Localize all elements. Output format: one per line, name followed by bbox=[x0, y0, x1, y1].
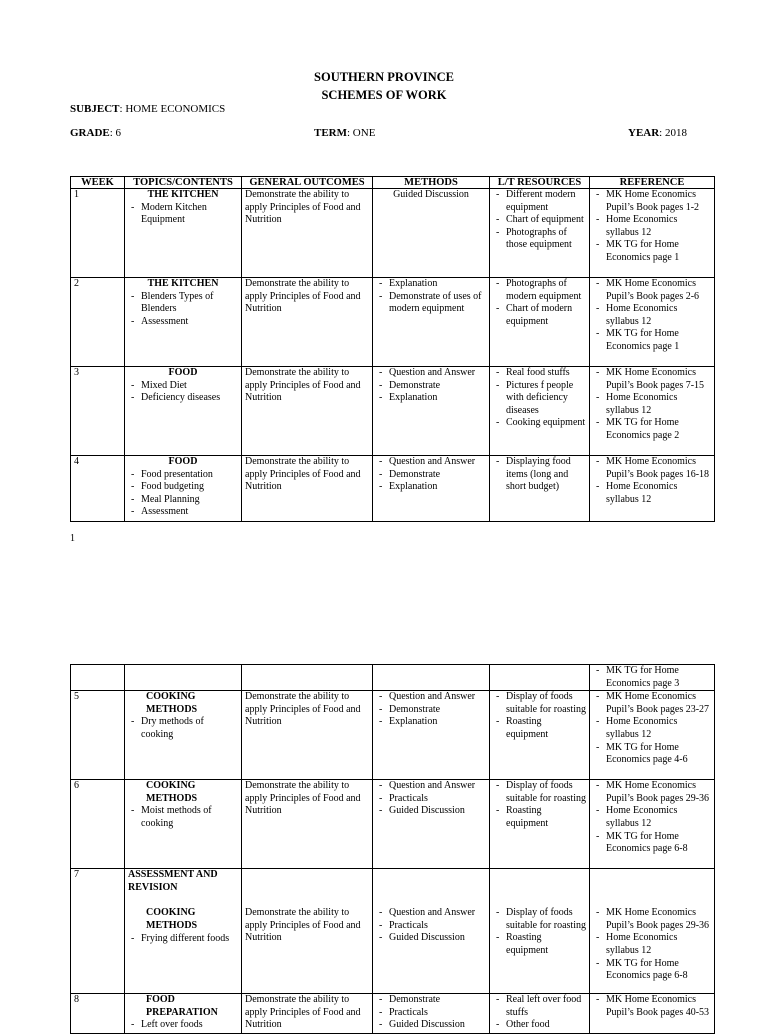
method-item: - Demonstrate bbox=[376, 469, 486, 482]
topic-list bbox=[128, 291, 238, 329]
outcome-cell bbox=[242, 189, 373, 278]
reference-list bbox=[593, 994, 711, 1019]
reference-item: - Home Economics syllabus 12 bbox=[593, 932, 711, 957]
resource-item: - Roasting equipment bbox=[493, 805, 586, 830]
resource-list bbox=[493, 691, 586, 741]
topic-item: - Meal Planning bbox=[128, 494, 238, 507]
method-item: - Explanation bbox=[376, 481, 486, 494]
term-line bbox=[314, 127, 375, 139]
week-row bbox=[71, 456, 715, 522]
method-list bbox=[376, 907, 486, 945]
resource-item: - Display of foods suitable for roasting bbox=[493, 907, 586, 932]
week-row bbox=[71, 278, 715, 367]
topic-heading: COOKING METHODS bbox=[146, 691, 198, 715]
table-header-row bbox=[71, 177, 715, 189]
reference-item: - MK Home Economics Pupil’s Book pages 7-15 bbox=[593, 367, 711, 392]
method-item: - Question and Answer bbox=[376, 456, 486, 469]
topic-cell bbox=[125, 691, 242, 780]
reference-item: - MK TG for Home Economics page 4-6 bbox=[593, 742, 711, 767]
resource-item: - Chart of equipment bbox=[493, 214, 586, 227]
outcome-text: Demonstrate the ability to apply Principles of Food and Nutrition bbox=[245, 907, 361, 944]
resource-list bbox=[493, 456, 586, 494]
method-list bbox=[376, 691, 486, 729]
method-item: - Demonstrate bbox=[376, 994, 486, 1007]
method-item: - Guided Discussion bbox=[376, 805, 486, 818]
page-number: 1 bbox=[70, 533, 75, 544]
outcome-cell bbox=[242, 869, 373, 994]
term-label: TERM bbox=[314, 127, 347, 139]
outcome-text: Demonstrate the ability to apply Principles of Food and Nutrition bbox=[245, 367, 361, 404]
week-cell: 6 bbox=[71, 780, 125, 869]
topic-cell bbox=[125, 665, 242, 691]
reference-cell bbox=[590, 691, 715, 780]
topic-item: - Food budgeting bbox=[128, 481, 238, 494]
resources-cell bbox=[490, 456, 590, 522]
outcome-text: Demonstrate the ability to apply Principles of Food and Nutrition bbox=[245, 278, 361, 315]
topic-heading: FOOD PREPARATION bbox=[146, 994, 218, 1018]
reference-list bbox=[593, 367, 711, 443]
week-row bbox=[71, 367, 715, 456]
method-item: - Question and Answer bbox=[376, 691, 486, 704]
resources-cell bbox=[490, 780, 590, 869]
week-cell: 1 bbox=[71, 189, 125, 278]
method-item: - Question and Answer bbox=[376, 907, 486, 920]
term-value: : ONE bbox=[347, 127, 376, 139]
topic-cell bbox=[125, 189, 242, 278]
outcome-text: Demonstrate the ability to apply Principles of Food and Nutrition bbox=[245, 456, 361, 493]
resource-item: - Different modern equipment bbox=[493, 189, 586, 214]
topic-list bbox=[128, 380, 238, 405]
reference-item: - MK TG for Home Economics page 2 bbox=[593, 417, 711, 442]
outcome-cell bbox=[242, 456, 373, 522]
topic-item: - Modern Kitchen Equipment bbox=[128, 202, 238, 227]
methods-cell bbox=[373, 780, 490, 869]
resource-item: - Display of foods suitable for roasting bbox=[493, 691, 586, 716]
topic-item: - Assessment bbox=[128, 506, 238, 519]
week-cell: 3 bbox=[71, 367, 125, 456]
topic-item: - Assessment bbox=[128, 316, 238, 329]
topic-list bbox=[128, 933, 238, 946]
resource-item: - Real food stuffs bbox=[493, 367, 586, 380]
outcome-text: Demonstrate the ability to apply Principles of Food and Nutrition bbox=[245, 780, 361, 817]
reference-item: - MK Home Economics Pupil’s Book pages 29-36 bbox=[593, 780, 711, 805]
schemes-table-page1 bbox=[70, 176, 715, 522]
topic-item: - Frying different foods bbox=[128, 933, 238, 946]
week-row bbox=[71, 691, 715, 780]
method-list bbox=[376, 278, 486, 316]
resources-cell bbox=[490, 367, 590, 456]
topic-heading: THE KITCHEN bbox=[147, 189, 219, 200]
week-row bbox=[71, 189, 715, 278]
topic-heading: COOKING METHODS bbox=[146, 907, 198, 931]
reference-item: - MK TG for Home Economics page 6-8 bbox=[593, 831, 711, 856]
reference-item: - MK Home Economics Pupil’s Book pages 40-53 bbox=[593, 994, 711, 1019]
outcome-cell bbox=[242, 278, 373, 367]
method-item: - Demonstrate bbox=[376, 380, 486, 393]
resources-cell bbox=[490, 691, 590, 780]
reference-list bbox=[593, 189, 711, 265]
topic-list bbox=[128, 716, 238, 741]
resource-item: - Real left over food stuffs bbox=[493, 994, 586, 1019]
week-cell: 4 bbox=[71, 456, 125, 522]
topic-heading: FOOD bbox=[168, 367, 198, 378]
resource-item: - Chart of modern equipment bbox=[493, 303, 586, 328]
reference-item: - MK TG for Home Economics page 3 bbox=[593, 665, 711, 690]
reference-item: - MK Home Economics Pupil’s Book pages 1-2 bbox=[593, 189, 711, 214]
topic-cell bbox=[125, 780, 242, 869]
method-item: - Practicals bbox=[376, 793, 486, 806]
week-cell: 5 bbox=[71, 691, 125, 780]
methods-cell bbox=[373, 869, 490, 994]
resource-list bbox=[493, 367, 586, 430]
method-item: - Practicals bbox=[376, 1007, 486, 1020]
reference-item: - MK TG for Home Economics page 1 bbox=[593, 239, 711, 264]
topic-item: - Blenders Types of Blenders bbox=[128, 291, 238, 316]
resources-cell bbox=[490, 665, 590, 691]
subject-line bbox=[70, 103, 225, 115]
method-item: - Practicals bbox=[376, 920, 486, 933]
reference-list bbox=[593, 456, 711, 506]
resource-item: - Photographs of those equipment bbox=[493, 227, 586, 252]
reference-item: - MK Home Economics Pupil’s Book pages 2-6 bbox=[593, 278, 711, 303]
col-header-methods: METHODS bbox=[373, 177, 490, 189]
topic-pre-heading: ASSESSMENT AND REVISION bbox=[128, 869, 218, 893]
col-header-outcomes: GENERAL OUTCOMES bbox=[242, 177, 373, 189]
reference-list bbox=[593, 907, 711, 983]
resource-list bbox=[493, 994, 586, 1032]
method-item: - Explanation bbox=[376, 392, 486, 405]
topic-item: - Food presentation bbox=[128, 469, 238, 482]
reference-item: - Home Economics syllabus 12 bbox=[593, 214, 711, 239]
grade-line bbox=[70, 127, 121, 139]
method-item: - Question and Answer bbox=[376, 367, 486, 380]
topic-cell bbox=[125, 456, 242, 522]
method-list bbox=[376, 780, 486, 818]
reference-list bbox=[593, 278, 711, 354]
reference-cell bbox=[590, 665, 715, 691]
reference-cell bbox=[590, 869, 715, 994]
resource-item: - Cooking equipment bbox=[493, 417, 586, 430]
document-title: SOUTHERN PROVINCE bbox=[314, 70, 454, 84]
method-item: - Explanation bbox=[376, 716, 486, 729]
reference-cell bbox=[590, 456, 715, 522]
topic-cell bbox=[125, 994, 242, 1034]
outcome-text: Demonstrate the ability to apply Principles of Food and Nutrition bbox=[245, 994, 361, 1031]
reference-list bbox=[593, 780, 711, 856]
resources-cell bbox=[490, 278, 590, 367]
topic-list bbox=[128, 469, 238, 519]
resource-list bbox=[493, 780, 586, 830]
resource-list bbox=[493, 907, 586, 957]
topic-cell bbox=[125, 367, 242, 456]
resources-cell bbox=[490, 189, 590, 278]
col-header-topics: TOPICS/CONTENTS bbox=[125, 177, 242, 189]
outcome-cell bbox=[242, 780, 373, 869]
outcome-text: Demonstrate the ability to apply Principles of Food and Nutrition bbox=[245, 189, 361, 226]
outcome-text: Demonstrate the ability to apply Principles of Food and Nutrition bbox=[245, 691, 361, 728]
reference-item: - MK Home Economics Pupil’s Book pages 23-27 bbox=[593, 691, 711, 716]
topic-cell bbox=[125, 278, 242, 367]
methods-cell bbox=[373, 367, 490, 456]
outcome-cell bbox=[242, 691, 373, 780]
year-line bbox=[628, 127, 687, 139]
col-header-reference: REFERENCE bbox=[590, 177, 715, 189]
topic-list bbox=[128, 202, 238, 227]
year-value: : 2018 bbox=[659, 127, 687, 139]
topic-list bbox=[128, 805, 238, 830]
continuation-row bbox=[71, 665, 715, 691]
reference-item: - MK TG for Home Economics page 1 bbox=[593, 328, 711, 353]
method-text: Guided Discussion bbox=[393, 189, 469, 200]
grade-label: GRADE bbox=[70, 127, 110, 139]
topic-item: - Left over foods bbox=[128, 1019, 238, 1032]
topic-item: - Deficiency diseases bbox=[128, 392, 238, 405]
reference-item: - Home Economics syllabus 12 bbox=[593, 392, 711, 417]
reference-list bbox=[593, 691, 711, 767]
resources-cell bbox=[490, 994, 590, 1034]
reference-cell bbox=[590, 367, 715, 456]
topic-item: - Moist methods of cooking bbox=[128, 805, 238, 830]
method-item: - Question and Answer bbox=[376, 780, 486, 793]
resource-item: - Roasting equipment bbox=[493, 716, 586, 741]
reference-item: - MK Home Economics Pupil’s Book pages 16-18 bbox=[593, 456, 711, 481]
method-item: - Guided Discussion bbox=[376, 932, 486, 945]
method-item: - Explanation bbox=[376, 278, 486, 291]
week-row bbox=[71, 869, 715, 994]
methods-cell bbox=[373, 994, 490, 1034]
resource-list bbox=[493, 278, 586, 328]
resource-item: - Photographs of modern equipment bbox=[493, 278, 586, 303]
grade-value: : 6 bbox=[109, 127, 122, 139]
topic-heading: THE KITCHEN bbox=[147, 278, 219, 289]
outcome-cell bbox=[242, 367, 373, 456]
week-row bbox=[71, 780, 715, 869]
method-list bbox=[376, 367, 486, 405]
subject-value: : HOME ECONOMICS bbox=[119, 103, 226, 115]
topic-heading: COOKING METHODS bbox=[146, 780, 198, 804]
reference-cell bbox=[590, 994, 715, 1034]
methods-cell bbox=[373, 278, 490, 367]
methods-cell bbox=[373, 456, 490, 522]
reference-item: - MK TG for Home Economics page 6-8 bbox=[593, 958, 711, 983]
method-item: - Guided Discussion bbox=[376, 1019, 486, 1032]
col-header-week: WEEK bbox=[71, 177, 125, 189]
subject-label: SUBJECT bbox=[70, 103, 120, 115]
reference-item: - Home Economics syllabus 12 bbox=[593, 805, 711, 830]
resource-item: - Displaying food items (long and short budget) bbox=[493, 456, 586, 494]
reference-item: - MK Home Economics Pupil’s Book pages 29-36 bbox=[593, 907, 711, 932]
methods-cell bbox=[373, 691, 490, 780]
method-list bbox=[376, 456, 486, 494]
resource-item: - Roasting equipment bbox=[493, 932, 586, 957]
method-item: - Demonstrate of uses of modern equipment bbox=[376, 291, 486, 316]
reference-item: - Home Economics syllabus 12 bbox=[593, 481, 711, 506]
resources-cell bbox=[490, 869, 590, 994]
col-header-resources: L/T RESOURCES bbox=[490, 177, 590, 189]
schemes-table-page2 bbox=[70, 664, 715, 1034]
reference-cell bbox=[590, 780, 715, 869]
topic-cell bbox=[125, 869, 242, 994]
week-cell: 7 bbox=[71, 869, 125, 994]
resource-list bbox=[493, 189, 586, 252]
week-cell bbox=[71, 665, 125, 691]
methods-cell bbox=[373, 665, 490, 691]
resource-item: - Pictures f people with deficiency diseases bbox=[493, 380, 586, 418]
document-subtitle: SCHEMES OF WORK bbox=[321, 88, 447, 102]
methods-cell bbox=[373, 189, 490, 278]
method-item: - Demonstrate bbox=[376, 704, 486, 717]
outcome-cell bbox=[242, 994, 373, 1034]
reference-item: - Home Economics syllabus 12 bbox=[593, 716, 711, 741]
week-cell: 8 bbox=[71, 994, 125, 1034]
method-list bbox=[376, 994, 486, 1032]
week-row bbox=[71, 994, 715, 1034]
reference-cell bbox=[590, 189, 715, 278]
topic-heading: FOOD bbox=[168, 456, 198, 467]
resource-item: - Other food bbox=[493, 1019, 586, 1032]
resource-item: - Display of foods suitable for roasting bbox=[493, 780, 586, 805]
topic-list bbox=[128, 1019, 238, 1032]
week-cell: 2 bbox=[71, 278, 125, 367]
topic-item: - Mixed Diet bbox=[128, 380, 238, 393]
reference-cell bbox=[590, 278, 715, 367]
topic-item: - Dry methods of cooking bbox=[128, 716, 238, 741]
year-label: YEAR bbox=[628, 127, 660, 139]
outcome-cell bbox=[242, 665, 373, 691]
reference-item: - Home Economics syllabus 12 bbox=[593, 303, 711, 328]
